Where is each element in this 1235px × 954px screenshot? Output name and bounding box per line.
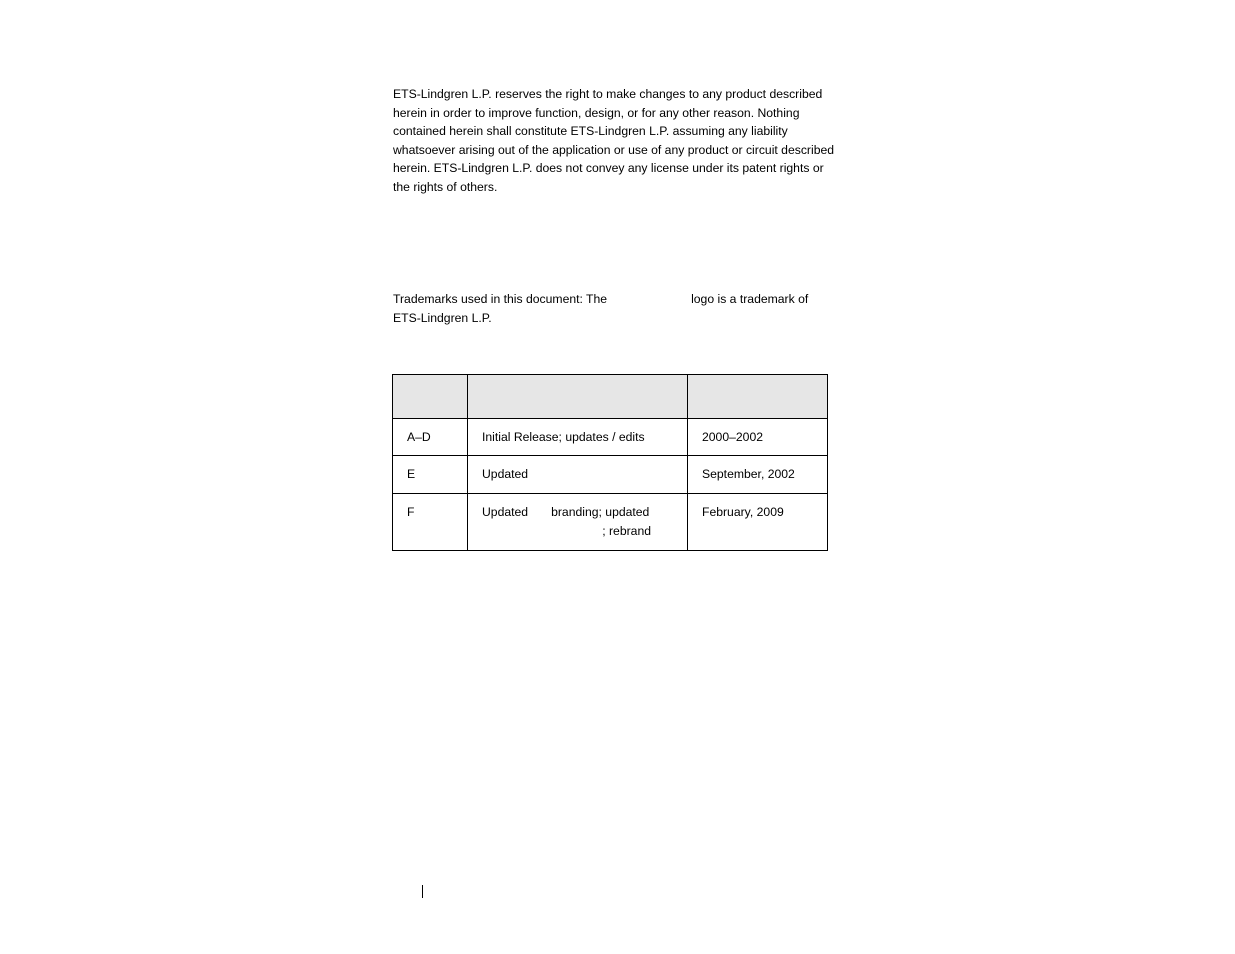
date-value: February, 2009 — [702, 505, 784, 519]
revision-cell — [393, 419, 468, 456]
revision-cell — [393, 456, 468, 494]
footer-divider — [422, 885, 423, 898]
date-value: 2000–2002 — [702, 430, 764, 444]
date-cell — [688, 456, 828, 494]
header-date — [688, 375, 828, 419]
description-cell — [468, 456, 688, 494]
revision-value: F — [407, 505, 415, 519]
revision-value: A–D — [407, 430, 431, 444]
table-row — [393, 494, 828, 551]
description-part-2: branding; updated — [551, 505, 650, 519]
trademark-company: ETS-Lindgren L.P. — [393, 310, 492, 325]
disclaimer-paragraph: ETS-Lindgren L.P. reserves the right to make changes to any product described herein in order to improve function, design, or for any other reason. Nothing contained herein shall constitute ETS-Lindgren L.P. assuming any liability whatsoever arising out of the application or use of any product or circuit described herein. ETS-Lindgren L.P. does not convey any license under its patent rights or the rights of others. — [393, 87, 835, 194]
date-cell — [688, 419, 828, 456]
trademark-intro: Trademarks used in this document: The — [393, 292, 608, 306]
description-value — [468, 494, 687, 548]
header-revision — [393, 375, 468, 419]
trademark-suffix: logo is a trademark of — [691, 292, 809, 306]
description-part-3: ; rebrand — [602, 523, 651, 538]
description-cell — [468, 494, 688, 551]
description-cell — [468, 419, 688, 456]
table-row — [393, 419, 828, 456]
description-value: Initial Release; updates / edits — [482, 430, 645, 444]
revision-value: E — [407, 467, 416, 481]
revision-cell — [393, 494, 468, 551]
date-cell — [688, 494, 828, 551]
date-value: September, 2002 — [702, 467, 795, 481]
revision-history-table — [392, 374, 828, 551]
header-description — [468, 375, 688, 419]
table-row — [393, 456, 828, 494]
table-header-row — [393, 375, 828, 419]
trademark-statement — [393, 290, 843, 327]
description-part-1: Updated — [482, 505, 529, 519]
description-value: Updated — [482, 467, 529, 481]
